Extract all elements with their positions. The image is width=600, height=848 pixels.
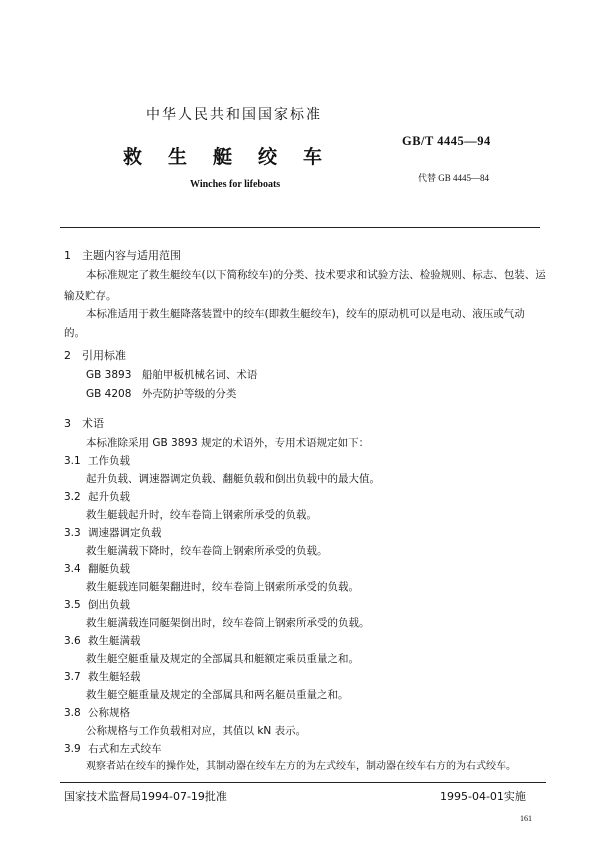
reference-item: GB 4208 外壳防护等级的分类 xyxy=(86,388,237,400)
page-number: 161 xyxy=(520,814,532,823)
s1-para2-line1: 本标准适用于救生艇降落装置中的绞车(即救生艇绞车)，绞车的原动机可以是电动、液压或气动 xyxy=(86,308,525,320)
term-number: 3.2 xyxy=(64,491,81,503)
document-title: 救生艇绞车 xyxy=(123,146,349,168)
term-number: 3.1 xyxy=(64,455,81,467)
header-rule xyxy=(60,227,540,228)
approval-date: 国家技术监督局1994-07-19批准 xyxy=(64,790,227,803)
term-number: 3.5 xyxy=(64,599,81,611)
standard-title: 中华人民共和国国家标准 xyxy=(146,107,322,123)
term-number: 3.9 xyxy=(64,743,81,755)
term-name: 救生艇轻载 xyxy=(88,671,141,683)
term-name: 公称规格 xyxy=(88,707,130,719)
term-number: 3.6 xyxy=(64,635,81,647)
footer-rule xyxy=(60,782,546,783)
section-1-heading: 1 主题内容与适用范围 xyxy=(64,249,181,262)
term-name: 右式和左式绞车 xyxy=(88,743,162,755)
term-definition: 救生艇载连同艇架翻进时，绞车卷筒上钢索所承受的负载。 xyxy=(86,581,359,593)
term-name: 起升负载 xyxy=(88,491,130,503)
term-name: 调速器调定负载 xyxy=(88,527,162,539)
term-definition: 起升负载、调速器调定负载、翻艇负载和倒出负载中的最大值。 xyxy=(86,473,380,485)
section-3-heading: 3 术语 xyxy=(64,417,104,430)
term-definition: 救生艇空艇重量及规定的全部属具和艇额定乘员重量之和。 xyxy=(86,653,359,665)
term-definition: 救生艇载起升时，绞车卷筒上钢索所承受的负载。 xyxy=(86,509,317,521)
gb-number: GB/T 4445—94 xyxy=(402,134,491,148)
replaces-note: 代替 GB 4445—84 xyxy=(418,173,490,183)
term-definition: 救生艇满载连同艇架倒出时，绞车卷筒上钢索所承受的负载。 xyxy=(86,617,370,629)
s3-intro: 本标准除采用 GB 3893 规定的术语外，专用术语规定如下： xyxy=(86,437,370,449)
term-definition: 观察者站在绞车的操作处，其制动器在绞车左方的为左式绞车，制动器在绞车右方的为右式绞车。 xyxy=(86,761,516,772)
section-2-heading: 2 引用标准 xyxy=(64,349,126,362)
implementation-date: 1995-04-01实施 xyxy=(440,790,526,803)
term-number: 3.7 xyxy=(64,671,81,683)
term-name: 倒出负载 xyxy=(88,599,130,611)
s1-para1-line1: 本标准规定了救生艇绞车(以下简称绞车)的分类、技术要求和试验方法、检验规则、标志、包装、运 xyxy=(86,269,546,281)
term-number: 3.8 xyxy=(64,707,81,719)
term-name: 翻艇负载 xyxy=(88,563,130,575)
term-name: 工作负载 xyxy=(88,455,130,467)
term-number: 3.4 xyxy=(64,563,81,575)
term-definition: 救生艇满载下降时，绞车卷筒上钢索所承受的负载。 xyxy=(86,545,328,557)
term-definition: 救生艇空艇重量及规定的全部属具和两名艇员重量之和。 xyxy=(86,689,349,701)
term-name: 救生艇满载 xyxy=(88,635,141,647)
term-definition: 公称规格与工作负载相对应，其值以 kN 表示。 xyxy=(86,725,307,737)
term-number: 3.3 xyxy=(64,527,81,539)
s1-para2-line2: 的。 xyxy=(64,327,85,339)
english-title: Winches for lifeboats xyxy=(190,179,281,190)
s1-para1-line2: 输及贮存。 xyxy=(64,290,117,302)
reference-item: GB 3893 船舶甲板机械名词、术语 xyxy=(86,369,258,381)
